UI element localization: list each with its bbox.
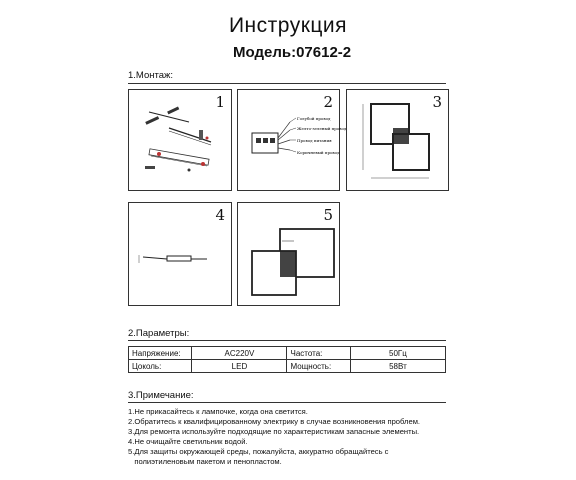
param-label: Мощность: — [287, 360, 350, 373]
notes-list — [128, 407, 448, 467]
parameters-table — [128, 346, 446, 373]
note-item: полиэтиленовым пакетом и пенопластом. — [128, 457, 282, 466]
step-number: 2 — [323, 93, 333, 111]
section-notes-heading: 3.Примечание: — [128, 390, 194, 401]
document-title: Инструкция — [228, 14, 348, 37]
step-panel-3 — [346, 89, 449, 191]
fixture-dimensions-drawing — [347, 90, 450, 192]
param-value: 50Гц — [350, 347, 445, 360]
note-item: 4.Не очищайте светильник водой. — [128, 437, 248, 446]
param-label: Цоколь: — [129, 360, 192, 373]
step-panel-2 — [237, 89, 347, 191]
section-divider — [128, 83, 446, 84]
step-number: 4 — [215, 206, 225, 224]
wire-label-blue: Голубой провод — [297, 116, 331, 121]
param-label: Частота: — [287, 347, 350, 360]
note-item: 5.Для защиты окружающей среды, пожалуйста, аккуратно обращайтесь с — [128, 447, 389, 456]
section-mounting-heading: 1.Монтаж: — [128, 70, 173, 81]
step-panel-5 — [237, 202, 340, 306]
section-divider — [128, 340, 446, 341]
fixture-side-view — [129, 203, 233, 307]
section-divider — [128, 402, 446, 403]
table-row — [129, 360, 446, 373]
step-number: 3 — [432, 93, 442, 111]
step-panel-4 — [128, 202, 232, 306]
model-number: Модель:07612-2 — [233, 44, 352, 61]
wire-label-power: Провод питания — [297, 138, 332, 143]
mounting-bracket-illustration — [129, 90, 233, 192]
step-panel-1 — [128, 89, 232, 191]
param-value: LED — [192, 360, 287, 373]
note-item: 3.Для ремонта используйте подходящие по характеристикам запасные элементы. — [128, 427, 420, 436]
step-number: 5 — [323, 206, 333, 224]
table-row — [129, 347, 446, 360]
wiring-diagram — [238, 90, 347, 192]
assembled-fixture-view — [238, 203, 341, 307]
param-label: Напряжение: — [129, 347, 192, 360]
param-value: AC220V — [192, 347, 287, 360]
step-number: 1 — [215, 93, 225, 111]
section-params-heading: 2.Параметры: — [128, 328, 190, 339]
wire-label-brown: Коричневый провод — [297, 150, 340, 155]
note-item: 1.Не прикасайтесь к лампочке, когда она светится. — [128, 407, 308, 416]
note-item: 2.Обратитесь к квалифицированному электрику в случае возникновения проблем. — [128, 417, 421, 426]
param-value: 58Вт — [350, 360, 445, 373]
wire-label-yellow-green: Желто-зеленый провод — [297, 126, 347, 131]
